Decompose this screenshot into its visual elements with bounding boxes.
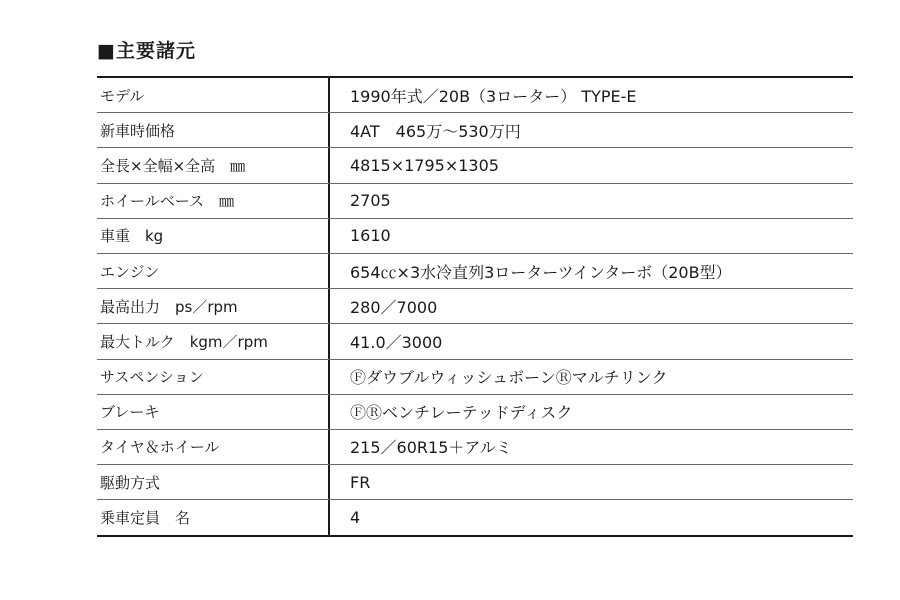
spec-value: 215／60R15＋アルミ <box>350 438 512 458</box>
spec-row-dimensions <box>97 148 853 183</box>
spec-value: 1610 <box>350 226 391 246</box>
spec-value: 654㏄×3水冷直列3ローターツインターボ（20B型） <box>350 262 732 282</box>
spec-label: 乗車定員 名 <box>97 500 330 535</box>
spec-value: ⒻⓇベンチレーテッドディスク <box>350 403 573 423</box>
spec-row-max-power <box>97 289 853 324</box>
spec-label: 車重 kg <box>97 219 330 253</box>
spec-value: 4 <box>350 508 361 528</box>
spec-row-wheelbase <box>97 184 853 219</box>
spec-value: 4815×1795×1305 <box>350 155 499 175</box>
spec-label: 最大トルク kgm／rpm <box>97 324 330 358</box>
spec-label: 駆動方式 <box>97 465 330 499</box>
spec-label: タイヤ＆ホイール <box>97 430 330 464</box>
spec-label: 最高出力 ps／rpm <box>97 289 330 323</box>
spec-label: サスペンション <box>97 360 330 394</box>
spec-row-suspension <box>97 360 853 395</box>
spec-row-drivetrain <box>97 465 853 500</box>
spec-label: ホイールベース ㎜ <box>97 184 330 218</box>
spec-row-brakes <box>97 395 853 430</box>
spec-label: エンジン <box>97 254 330 288</box>
spec-label: 全長×全幅×全高 ㎜ <box>97 148 330 182</box>
spec-row-tires-wheels <box>97 430 853 465</box>
spec-value: 41.0／3000 <box>350 332 443 352</box>
spec-row-model <box>97 78 853 113</box>
spec-value: ⒻダウブルウィッシュボーンⓇマルチリンク <box>350 368 668 388</box>
spec-label: 新車時価格 <box>97 113 330 147</box>
spec-value: 4AT 465万〜530万円 <box>350 121 521 141</box>
spec-row-engine <box>97 254 853 289</box>
spec-row-price <box>97 113 853 148</box>
spec-row-weight <box>97 219 853 254</box>
spec-row-capacity <box>97 500 853 535</box>
spec-row-max-torque <box>97 324 853 359</box>
spec-value: 1990年式／20B（3ローター） TYPE-E <box>350 86 637 106</box>
spec-value: FR <box>350 472 371 492</box>
spec-label: モデル <box>97 78 330 112</box>
spec-value: 2705 <box>350 191 391 211</box>
section-title: ■主要諸元 <box>97 40 196 62</box>
spec-label: ブレーキ <box>97 395 330 429</box>
spec-value: 280／7000 <box>350 297 438 317</box>
spec-table <box>97 76 853 537</box>
